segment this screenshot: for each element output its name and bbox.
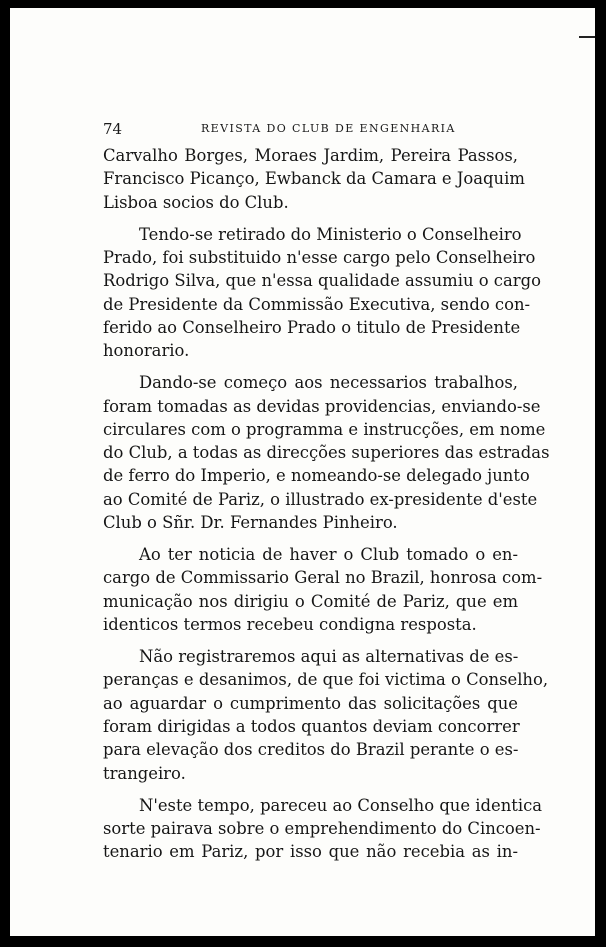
paragraph [103, 223, 541, 363]
text-line: peranças e desanimos, de que foi victima o Conselho, [103, 670, 549, 690]
text-line: municação nos dirigiu o Comité de Pariz, que em [103, 591, 518, 611]
text-line: ao Comité de Pariz, o illustrado ex-presidente d'este [103, 489, 538, 509]
running-title: REVISTA DO CLUB DE ENGENHARIA [201, 122, 456, 135]
body-text [103, 144, 550, 864]
text-line: identicos termos recebeu condigna resposta. [103, 615, 477, 635]
page-number: 74 [103, 120, 123, 138]
text-line: N'este tempo, pareceu ao Conselho que identica [139, 795, 543, 815]
text-line: ferido ao Conselheiro Prado o titulo de Presidente [103, 317, 521, 337]
text-line: Não registraremos aqui as alternativas de es- [139, 647, 519, 667]
page-header [103, 120, 518, 142]
text-line: circulares com o programma e instrucções, em nome [103, 419, 546, 439]
paragraph [103, 794, 543, 864]
text-line: Rodrigo Silva, que n'essa qualidade assumiu o cargo [103, 271, 541, 291]
corner-mark [579, 36, 595, 38]
text-line: Lisboa socios do Club. [103, 192, 289, 212]
text-line: para elevação dos creditos do Brazil perante o es- [103, 740, 519, 760]
text-line: Tendo-se retirado do Ministerio o Conselheiro [139, 224, 522, 244]
text-line: Club o Sñr. Dr. Fernandes Pinheiro. [103, 513, 398, 533]
text-line: honorario. [103, 341, 190, 361]
text-line: foram dirigidas a todos quantos deviam concorrer [103, 717, 520, 737]
paragraph [103, 645, 549, 785]
paragraph [103, 144, 525, 214]
paragraph [103, 543, 543, 636]
text-line: sorte pairava sobre o emprehendimento do Cincoen- [103, 819, 541, 838]
paragraph [103, 371, 550, 534]
text-line: Ao ter noticia de haver o Club tomado o en- [139, 545, 518, 565]
text-line: Francisco Picanço, Ewbanck da Camara e Joaquim [103, 169, 525, 189]
text-line: tenario em Pariz, por isso que não recebia as in- [103, 842, 518, 862]
text-line: trangeiro. [103, 763, 186, 783]
book-page [10, 8, 595, 936]
text-line: do Club, a todas as direcções superiores das estradas [103, 443, 550, 463]
text-line: ao aguardar o cumprimento das solicitações que [103, 693, 518, 713]
text-line: Carvalho Borges, Moraes Jardim, Pereira Passos, [103, 146, 518, 165]
text-line: de ferro do Imperio, e nomeando-se delegado junto [103, 466, 530, 486]
text-line: Dando-se começo aos necessarios trabalhos, [139, 373, 518, 393]
text-line: de Presidente da Commissão Executiva, sendo con- [103, 294, 531, 314]
text-line: foram tomadas as devidas providencias, enviando-se [103, 396, 541, 416]
text-line: Prado, foi substituido n'esse cargo pelo Conselheiro [103, 247, 536, 267]
text-line: cargo de Commissario Geral no Brazil, honrosa com- [103, 568, 543, 588]
